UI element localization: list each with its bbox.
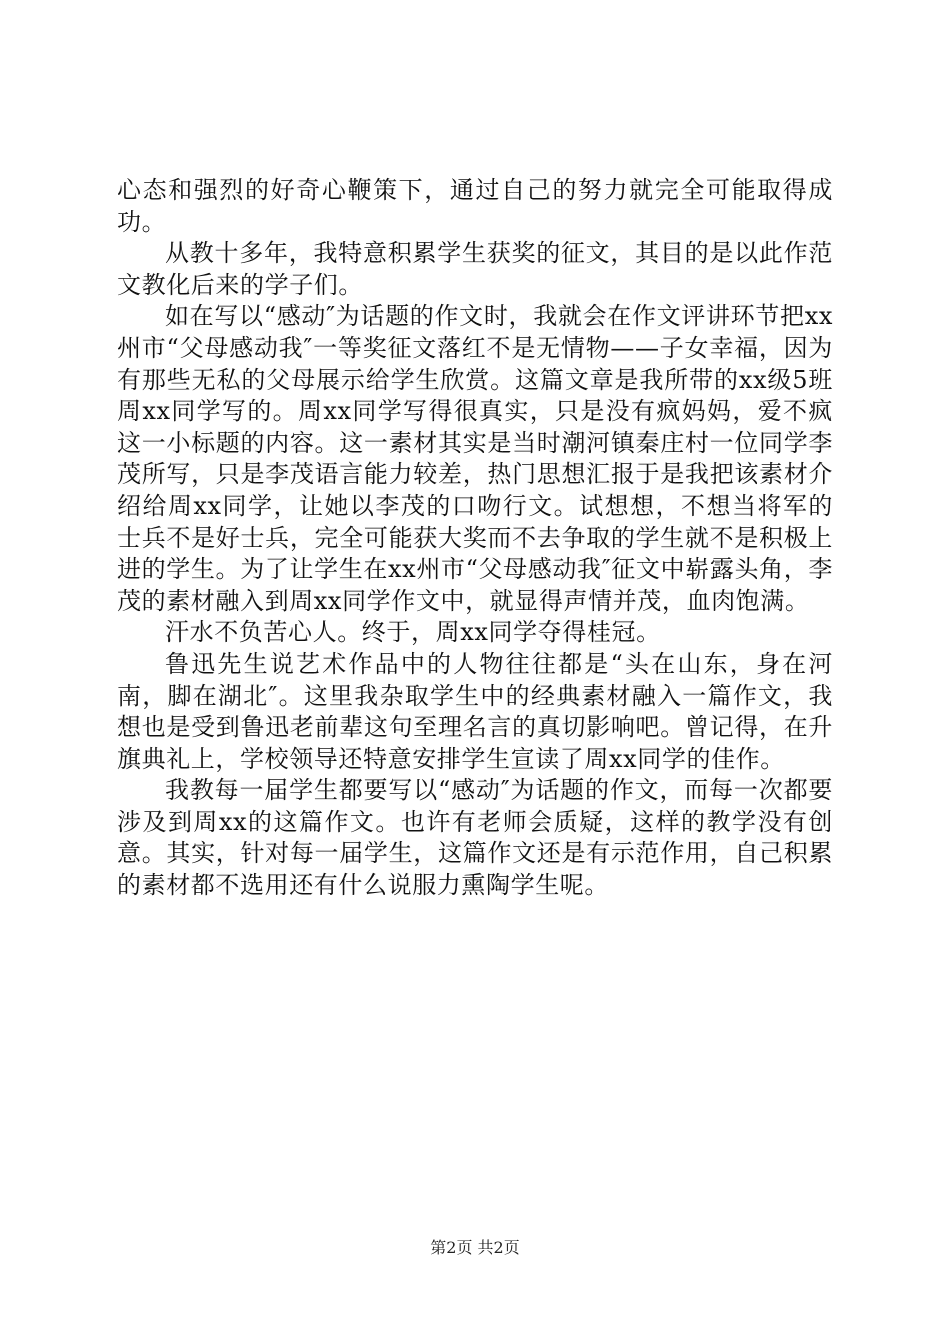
document-body [117, 175, 833, 902]
paragraph-2: 从教十多年，我特意积累学生获奖的征文，其目的是以此作范文教化后来的学子们。 [117, 239, 833, 299]
page-number-footer: 第2页 共2页 [430, 1238, 520, 1257]
paragraph-3: 如在写以“感动″为话题的作文时，我就会在作文评讲环节把xx州市“父母感动我″一等奖征文落红不是无情物——子女幸福，因为有那些无私的父母展示给学生欣赏。这篇文章是我所带的xx级5班周xx同学写的。周xx同学写得很真实，只是没有疯妈妈，爱不疯这一小标题的内容。这一素材其实是当时潮河镇秦庄村一位同学李茂所写，只是李茂语言能力较差，热门思想汇报于是我把该素材介绍给周xx同学，让她以李茂的口吻行文。试想想，不想当将军的士兵不是好士兵，完全可能获大奖而不去争取的学生就不是积极上进的学生。为了让学生在xx州市“父母感动我″征文中崭露头角，李茂的素材融入到周xx同学作文中，就显得声情并茂，血肉饱满。 [117, 302, 833, 615]
paragraph-1: 心态和强烈的好奇心鞭策下，通过自己的努力就完全可能取得成功。 [117, 176, 833, 236]
paragraph-5: 鲁迅先生说艺术作品中的人物往往都是“头在山东，身在河南，脚在湖北″。这里我杂取学生中的经典素材融入一篇作文，我想也是受到鲁迅老前辈这句至理名言的真切影响吧。曾记得，在升旗典礼上，学校领导还特意安排学生宣读了周xx同学的佳作。 [117, 649, 833, 773]
paragraph-4: 汗水不负苦心人。终于，周xx同学夺得桂冠。 [165, 618, 661, 647]
paragraph-6: 我教每一届学生都要写以“感动″为话题的作文，而每一次都要涉及到周xx的这篇作文。也许有老师会质疑，这样的教学没有创意。其实，针对每一届学生，这篇作文还是有示范作用，自己积累的素材都不选用还有什么说服力熏陶学生呢。 [117, 776, 833, 900]
